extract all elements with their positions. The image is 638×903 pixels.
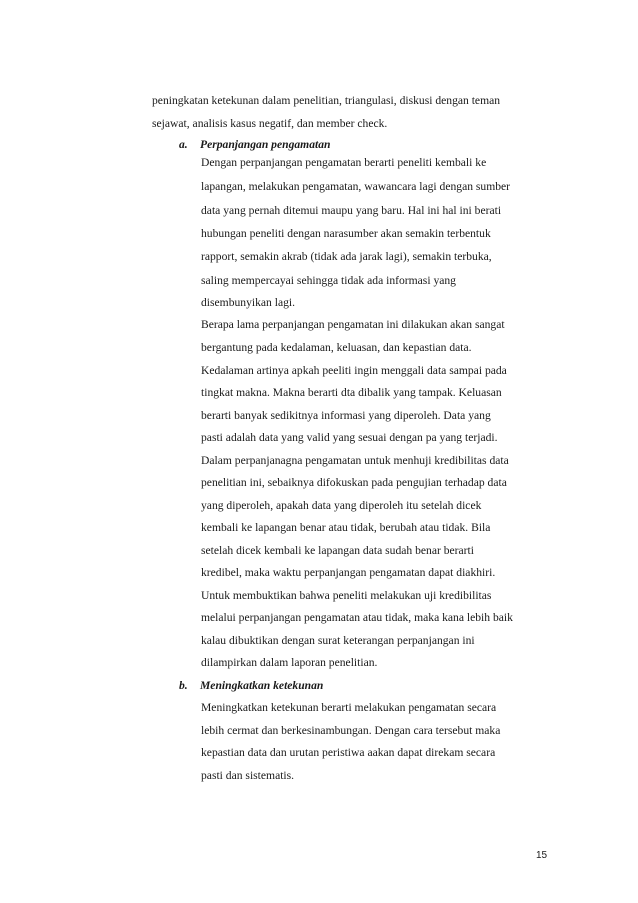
- paragraph-line: bergantung pada kedalaman, keluasan, dan kepastian data.: [201, 341, 472, 354]
- section-title: Meningkatkan ketekunan: [200, 679, 324, 692]
- paragraph-line: pasti adalah data yang valid yang sesuai dengan pa yang terjadi.: [201, 431, 498, 444]
- intro-line: peningkatan ketekunan dalam penelitian, triangulasi, diskusi dengan teman: [152, 94, 501, 107]
- paragraph-line: Meningkatkan ketekunan berarti melakukan pengamatan secara: [201, 701, 497, 714]
- paragraph-line: kredibel, maka waktu perpanjangan pengamatan dapat diakhiri.: [201, 566, 496, 579]
- paragraph-line: yang diperoleh, apakah data yang diperoleh itu setelah dicek: [201, 499, 482, 512]
- paragraph-line: penelitian ini, sebaiknya difokuskan pada pengujian terhadap data: [201, 476, 507, 489]
- paragraph-line: rapport, semakin akrab (tidak ada jarak lagi), semakin terbuka,: [201, 250, 492, 263]
- paragraph-line: kepastian data dan urutan peristiwa aakan dapat direkam secara: [201, 746, 496, 759]
- paragraph-line: setelah dicek kembali ke lapangan data sudah benar berarti: [201, 544, 474, 557]
- section-marker: a.: [179, 138, 188, 151]
- paragraph-line: Untuk membuktikan bahwa peneliti melakukan uji kredibilitas: [201, 589, 492, 602]
- paragraph-line: hubungan peneliti dengan narasumber akan semakin terbentuk: [201, 227, 491, 240]
- paragraph-line: Berapa lama perpanjangan pengamatan ini dilakukan akan sangat: [201, 318, 505, 331]
- section-marker: b.: [179, 679, 188, 692]
- paragraph-line: lapangan, melakukan pengamatan, wawancara lagi dengan sumber: [201, 180, 511, 193]
- paragraph-line: data yang pernah ditemui maupu yang baru. Hal ini hal ini berati: [201, 204, 502, 217]
- paragraph-line: berarti banyak sedikitnya informasi yang diperoleh. Data yang: [201, 409, 491, 422]
- paragraph-line: Dengan perpanjangan pengamatan berarti peneliti kembali ke: [201, 156, 487, 169]
- paragraph-line: disembunyikan lagi.: [201, 296, 296, 309]
- paragraph-line: melalui perpanjangan pengamatan atau tidak, maka kana lebih baik: [201, 611, 513, 624]
- paragraph-line: dilampirkan dalam laporan penelitian.: [201, 656, 378, 669]
- paragraph-line: pasti dan sistematis.: [201, 769, 295, 782]
- section-title: Perpanjangan pengamatan: [200, 138, 331, 151]
- paragraph-line: Kedalaman artinya apkah peeliti ingin menggali data sampai pada: [201, 364, 507, 377]
- paragraph-line: saling mempercayai sehingga tidak ada informasi yang: [201, 274, 456, 287]
- paragraph-line: kembali ke lapangan benar atau tidak, berubah atau tidak. Bila: [201, 521, 491, 534]
- section-heading-meningkatkan-ketekunan: [179, 679, 323, 693]
- paragraph-line: Dalam perpanjanagna pengamatan untuk menhuji kredibilitas data: [201, 454, 509, 467]
- page-number: 15: [536, 850, 548, 861]
- paragraph-line: tingkat makna. Makna berarti dta dibalik yang tampak. Keluasan: [201, 386, 502, 399]
- paragraph-line: lebih cermat dan berkesinambungan. Dengan cara tersebut maka: [201, 724, 501, 737]
- paragraph-line: kalau dibuktikan dengan surat keterangan perpanjangan ini: [201, 634, 475, 647]
- section-heading-perpanjangan-pengamatan: [179, 138, 330, 152]
- intro-line: sejawat, analisis kasus negatif, dan member check.: [152, 117, 388, 130]
